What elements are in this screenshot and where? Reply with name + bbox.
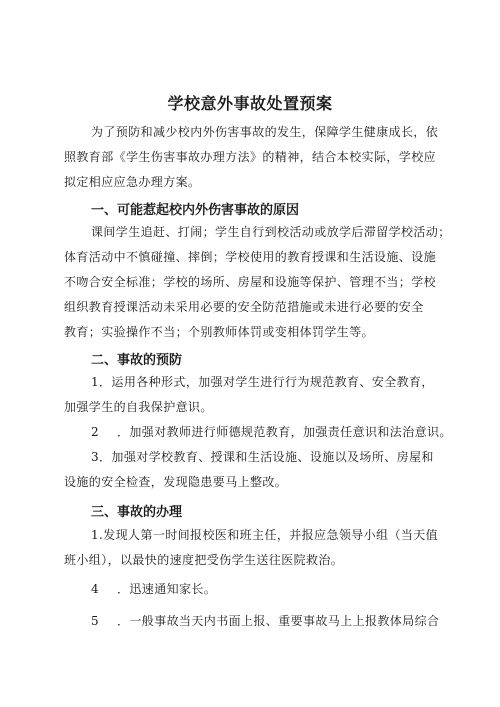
section-1-line-1: 课间学生追赶、打闹；学生自行到校活动或放学后滞留学校活动；: [91, 225, 451, 239]
section-2-item-1-line-2: 加强学生的自我保护意识。: [64, 400, 213, 414]
section-2-item-3-line-2: 设施的安全检查，发现隐患要马上整改。: [64, 475, 288, 489]
section-1-line-4: 组织教育授课活动未采用必要的安全防范措施或未进行必要的安全: [64, 300, 424, 314]
section-2-item-3-line-1: 3．加强对学校教育、授课和生活设施、设施以及场所、房屋和: [91, 450, 434, 464]
intro-line-3: 拟定相应应急办理方案。: [64, 175, 201, 189]
section-2-item-2-text: ．加强对教师进行师德规范教育，加强责任意识和法治意识。: [117, 425, 452, 439]
document-title: 学校意外事故处置预案: [167, 94, 333, 113]
section-3-item-4-number: 4: [91, 582, 100, 596]
section-2-item-1-line-1: 1．运用各种形式，加强对学生进行行为规范教育、安全教育，: [91, 375, 434, 389]
section-2-item-2-number: 2: [91, 425, 100, 439]
section-3-item-4-text: ．迅速通知家长。: [117, 582, 217, 596]
section-2-heading: 二、事故的预防: [91, 353, 183, 368]
section-3-item-5-number: 5: [91, 614, 100, 628]
intro-line-2: 照教育部《学生伤害事故办理方法》的精神，结合本校实际，学校应: [64, 150, 437, 164]
section-1-heading: 一、可能惹起校内外伤害事故的原因: [91, 203, 300, 218]
section-3-heading: 三、事故的办理: [91, 505, 183, 520]
intro-line-1: 为了预防和减少校内外伤害事故的发生，保障学生健康成长，依: [91, 125, 439, 139]
section-3-item-1-line-2: 班小组），以最快的速度把受伤学生送往医院救治。: [64, 553, 344, 567]
section-1-line-3: 不吻合安全标准；学校的场所、房屋和设施等保护、管理不当；学校: [64, 275, 437, 289]
section-3-item-1-line-1: 1.发现人第一时间报校医和班主任，并报应急领导小组（当天值: [91, 528, 439, 542]
section-1-line-5: 教育；实验操作不当；个别教师体罚或变相体罚学生等。: [64, 325, 375, 339]
section-3-item-5-text: ．一般事故当天内书面上报、重要事故马上上报教体局综合: [117, 614, 440, 628]
section-1-line-2: 体育活动中不慎碰撞、摔倒；学校使用的教育授课和生活设施、设施: [64, 250, 437, 264]
